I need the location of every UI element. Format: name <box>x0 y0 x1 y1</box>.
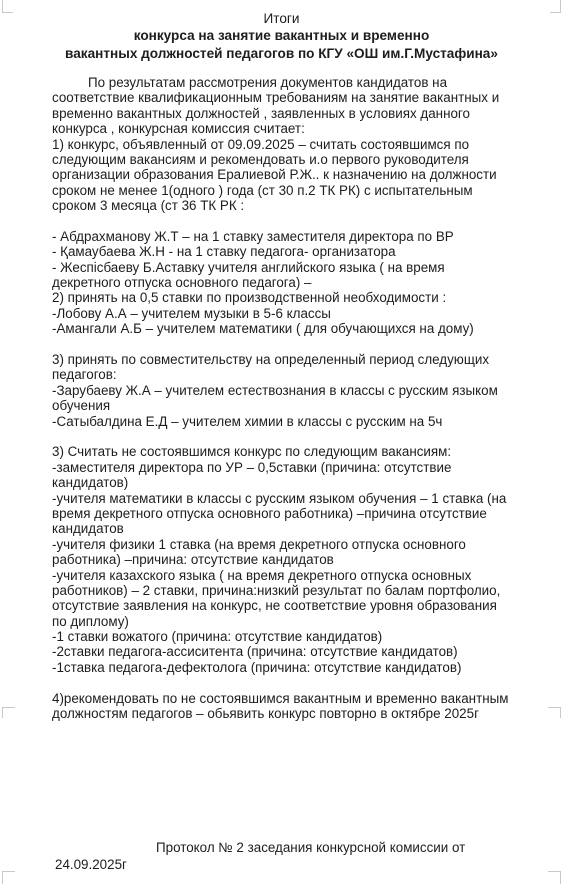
text-line: -учителя казахского языка ( на время декретного отпуска основных <box>52 567 472 583</box>
text-line: организации образования Ералиевой Р.Ж.. к назначению на должности <box>52 167 497 183</box>
text-line: 3) принять по совместительству на определенный период следующих <box>52 352 490 368</box>
page-corner-mark <box>548 871 561 884</box>
paragraph-appointments <box>52 229 532 337</box>
text-line: -учителя физики 1 ставка (на время декретного отпуска основного <box>52 536 466 552</box>
page-corner-mark <box>2 707 15 718</box>
document-subtitle: вакантных должностей педагогов по КГУ «ОШ им.Г.Мустафина» <box>65 46 498 61</box>
text-line: - Жеспісбаеву Б.Аставку учителя английского языка ( на время <box>52 259 445 275</box>
text-line: конкурса , конкурсная комиссия считает: <box>52 121 305 137</box>
protocol-date: 24.09.2025г <box>55 857 127 872</box>
text-line: - Абдрахманову Ж.Т – на 1 ставку заместителя директора по ВР <box>52 228 454 244</box>
protocol-line: Протокол № 2 заседания конкурсной комиссии от <box>156 840 466 855</box>
text-line: временно вакантных должностей , заявленных в условиях данного <box>52 105 470 121</box>
text-line: -Сатыбалдина Е.Д – учителем химии в классы с русским на 5ч <box>52 413 443 429</box>
page-corner-mark <box>548 707 561 718</box>
text-line: работника) –причина: отсутствие кандидатов <box>52 552 334 568</box>
text-line: должностям педагогов – обьявить конкурс повторно в октябре 2025г <box>52 706 479 722</box>
text-line: время декретного отпуска основного работника) –причина отсутствие <box>52 505 487 521</box>
text-line: 4)рекомендовать по не состоявшимся вакантным и временно вакантным <box>52 690 509 706</box>
text-line: 3) Считать не состоявшимся конкурс по следующим вакансиям: <box>52 444 452 460</box>
paragraph-part-time <box>52 352 532 429</box>
document-body <box>52 75 532 721</box>
document-subtitle: конкурса на занятие вакантных и временно <box>133 28 430 43</box>
text-line: кандидатов) <box>52 475 129 491</box>
text-line: 1) конкурс, объявленный от 09.09.2025 – считать состоявшимся по <box>52 136 470 152</box>
text-line: следующим вакансиям и рекомендовать и.о первого руководителя <box>52 151 469 167</box>
text-line: педагогов: <box>52 367 117 383</box>
text-line: по диплому) <box>52 613 129 629</box>
text-line: кандидатов <box>52 521 124 537</box>
text-line: сроком не менее 1(одного ) года (ст 30 п.2 ТК РК) с испытательным <box>52 182 473 198</box>
text-line: -Зарубаеву Ж.А – учителем естествознания в классы с русским языком <box>52 382 498 398</box>
text-line: -Лобову А.А – учителем музыки в 5-6 классы <box>52 305 331 321</box>
text-line: -2ставки педагога-ассиситента (причина: отсутствие кандидатов) <box>52 644 458 660</box>
text-line: работников) – 2 ставки, причина:низкий результат по балам портфолио, <box>52 582 501 598</box>
text-line: -учителя математики в классы с русским языком обучения – 1 ставка (на <box>52 490 507 506</box>
text-line: сроком 3 месяца (ст 36 ТК РК : <box>52 198 245 214</box>
page-corner-mark <box>2 871 15 884</box>
text-line: -заместителя директора по УР – 0,5ставки (причина: отсутствие <box>52 459 452 475</box>
text-line: -Амангали А.Б – учителем математики ( для обучающихся на дому) <box>52 321 474 337</box>
text-line: соответствие квалификационным требованиям на занятие вакантных и <box>52 90 500 106</box>
paragraph-failed-vacancies <box>52 444 532 675</box>
document-title: Итоги <box>263 11 300 26</box>
text-line: отсутствие заявления на конкурс, не соответствие уровня образования <box>52 598 497 614</box>
text-line: -1 ставки вожатого (причина: отсутствие кандидатов) <box>52 629 383 645</box>
text-line: 2) принять на 0,5 ставки по производственной необходимости : <box>52 290 447 306</box>
text-line: - Қамаубаева Ж.Н - на 1 ставку педагога- организатора <box>52 244 396 260</box>
paragraph-recommendation <box>52 691 532 722</box>
paragraph-intro <box>52 75 532 214</box>
text-line: По результатам рассмотрения документов кандидатов на <box>88 75 448 90</box>
text-line: обучения <box>52 398 111 414</box>
text-line: -1ставка педагога-дефектолога (причина: отсутствие кандидатов) <box>52 659 462 675</box>
text-line: декретного отпуска основного педагога) – <box>52 275 312 291</box>
